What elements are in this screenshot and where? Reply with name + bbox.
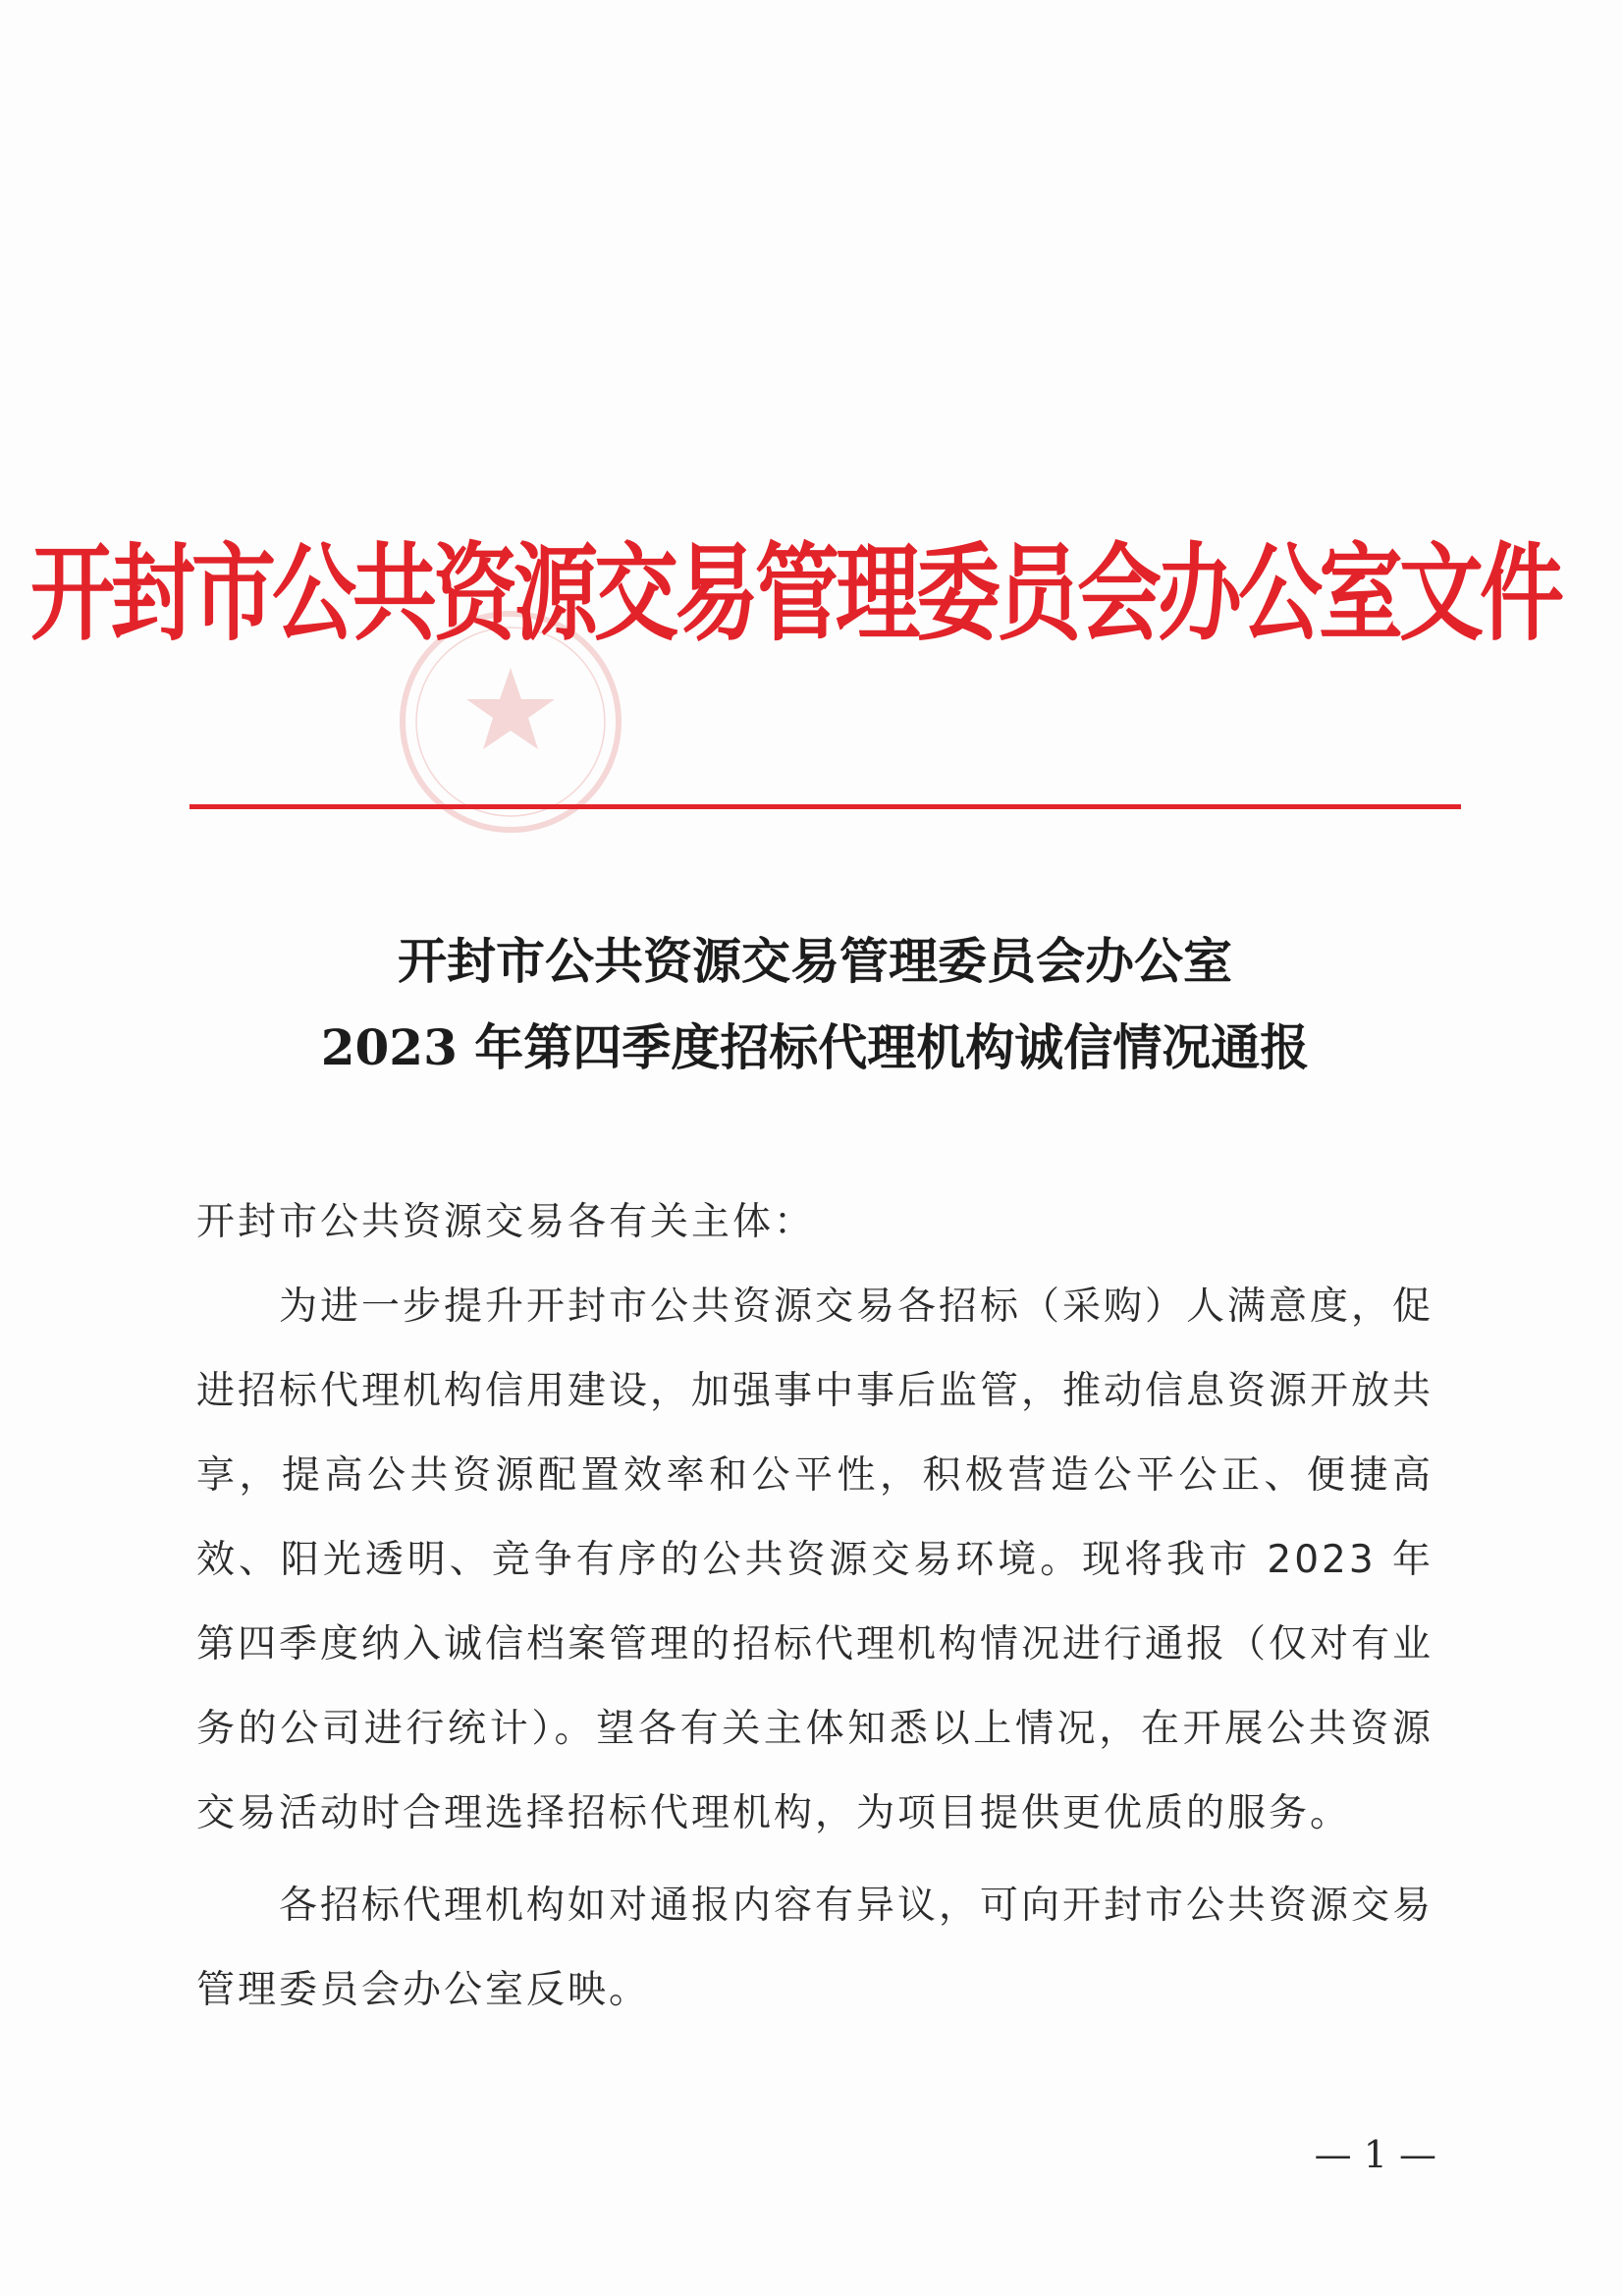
page-number: — 1 — (1314, 2133, 1436, 2176)
document-title (147, 918, 1483, 1091)
salutation: 开封市公共资源交易各有关主体： (196, 1200, 816, 1244)
title-line-1: 开封市公共资源交易管理委员会办公室 (398, 932, 1232, 990)
body-paragraph-2: 各招标代理机构如对通报内容有异议，可向开封市公共资源交易管理委员会办公室反映。 (196, 1884, 1434, 2012)
masthead-divider (189, 804, 1461, 809)
body-paragraph-1: 为进一步提升开封市公共资源交易各招标（采购）人满意度，促进招标代理机构信用建设，加强事中事后监管，推动信息资源开放共享，提高公共资源配置效率和公平性，积极营造公平公正、便捷高效、阳光透明、竞争有序的公共资源交易环境。现将我市 2023 年第四季度纳入诚信档案管理的招标代理机构情况进行通报（仅对有业务的公司进行统计）。望各有关主体知悉以上情况，在开展公共资源交易活动时合理选择招标代理机构，为项目提供更优质的服务。 (196, 1285, 1434, 1835)
title-line-2: 2023 年第四季度招标代理机构诚信情况通报 (320, 1018, 1310, 1076)
document-body (196, 1180, 1434, 2033)
document-masthead: 开封市公共资源交易管理委员会办公室文件 (30, 531, 1560, 656)
